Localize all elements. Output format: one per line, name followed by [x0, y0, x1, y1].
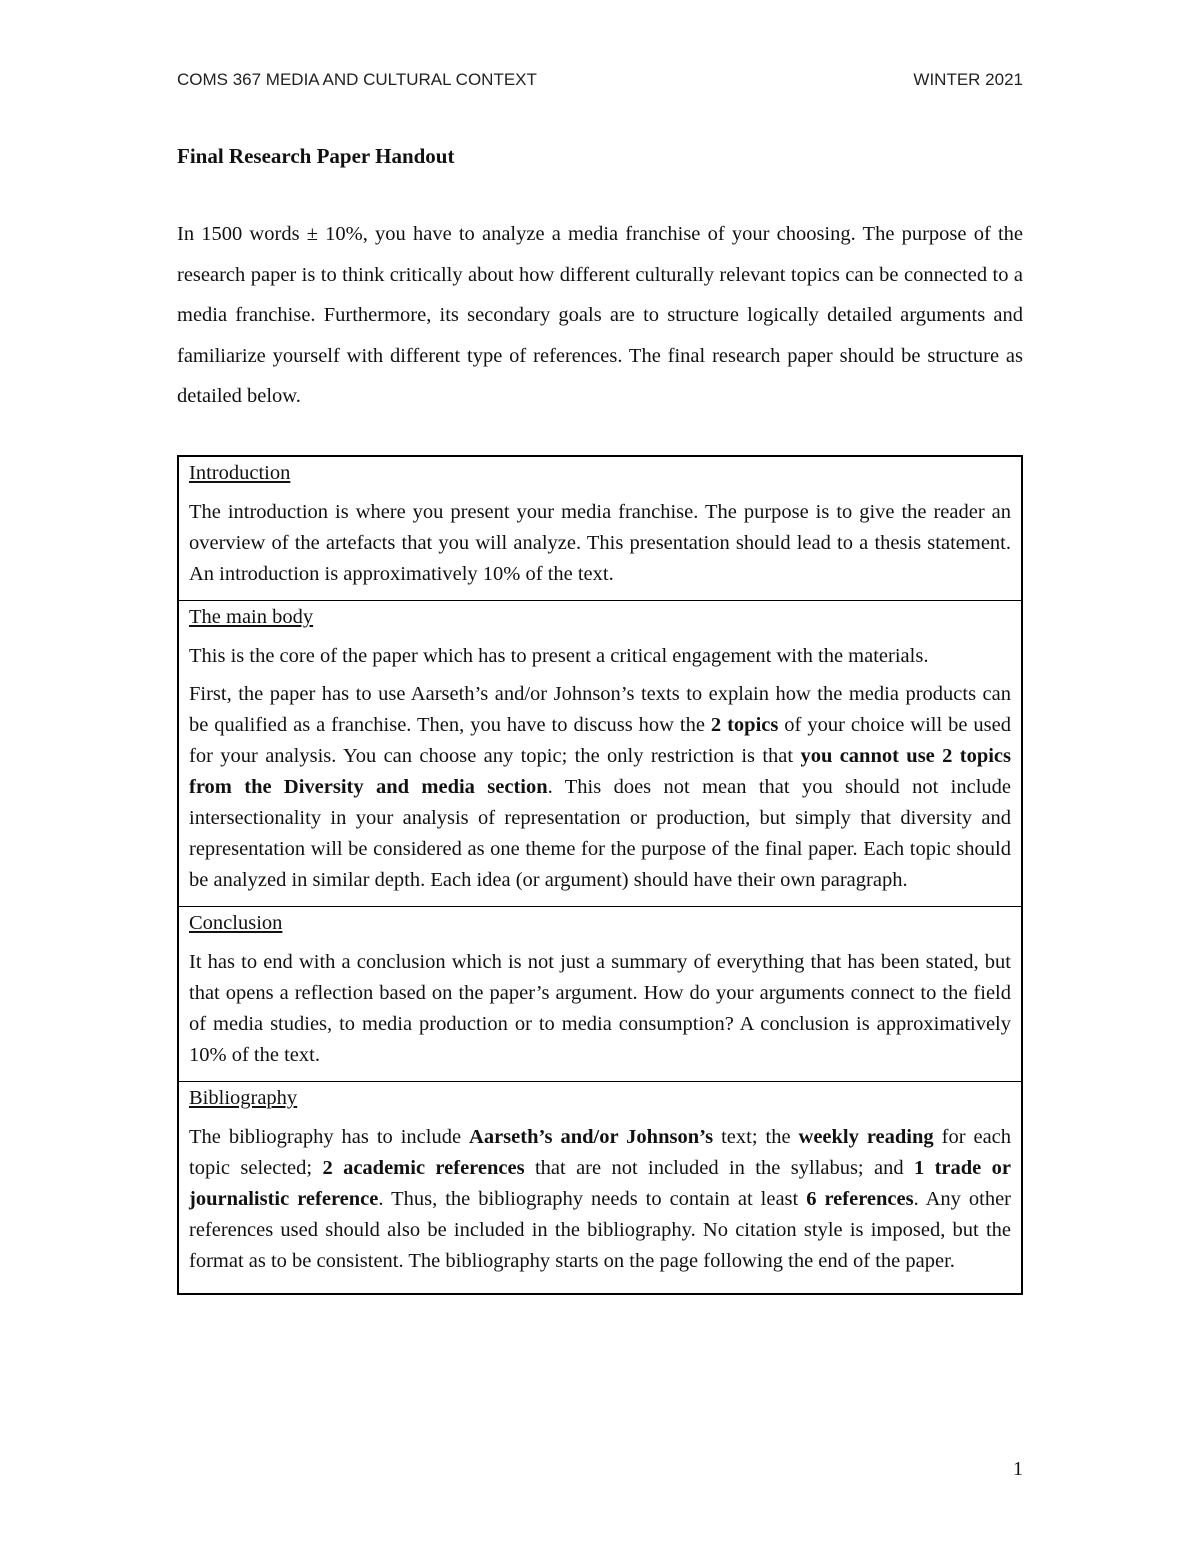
term-label: WINTER 2021 — [913, 70, 1023, 89]
text-run: . Any other references used should also be included in the bibliography. No citation style is imposed, but the format as to be consistent. The bibliography starts on the page following the end of the paper. — [189, 1188, 1011, 1272]
text-run: . Thus, the bibliography needs to contain at least — [378, 1188, 807, 1210]
intro-paragraph: In 1500 words ± 10%, you have to analyze a media franchise of your choosing. The purpose of the research paper is to think critically about how different culturally relevant topics can be connected to a media franchise. Furthermore, its secondary goals are to structure logically detailed arguments and familiarize yourself with different type of references. The final research paper should be structure as detailed below. — [177, 223, 1023, 407]
section-title-introduction: Introduction — [189, 462, 291, 484]
text-run: . This does not mean that you should not include intersectionality in your analysis of representation or production, but simply that diversity and representation will be considered as one theme for the purpose of the final paper. Each topic should be analyzed in similar depth. Each idea (or argument) should have their own paragraph. — [189, 776, 1011, 891]
text-run: First, the paper has to use Aarseth’s and/or Johnson’s texts to explain how the media products can be qualified as a franchise. Then, you have to discuss how the — [189, 683, 1011, 736]
section-body-conclusion: It has to end with a conclusion which is not just a summary of everything that has been stated, but that opens a reflection based on the paper’s argument. How do your arguments connect to the field of media studies, to media production or to media consumption? A conclusion is approximatively 10% of the text. — [189, 951, 1011, 1066]
main-body-paragraph-1: This is the core of the paper which has to present a critical engagement with the materials. — [189, 645, 929, 667]
section-title-bibliography: Bibliography — [189, 1087, 298, 1109]
emphasis-academic-references: 2 academic references — [322, 1157, 525, 1179]
section-main-body — [179, 601, 1021, 907]
section-body-introduction: The introduction is where you present your media franchise. The purpose is to give the reader an overview of the artefacts that you will analyze. This presentation should lead to a thesis statement. An introduction is approximatively 10% of the text. — [189, 501, 1011, 585]
section-title-conclusion: Conclusion — [189, 912, 283, 934]
emphasis-authors: Aarseth’s and/or Johnson’s — [469, 1126, 714, 1148]
section-conclusion — [179, 907, 1021, 1082]
structure-table — [177, 455, 1023, 1295]
page-header — [177, 70, 1023, 94]
text-run: text; the — [713, 1126, 799, 1148]
emphasis-six-references: 6 references — [806, 1188, 914, 1210]
text-run: that are not included in the syllabus; and — [524, 1157, 914, 1179]
page-number: 1 — [1013, 1458, 1023, 1480]
text-run: The bibliography has to include — [189, 1126, 470, 1148]
text-run: of your choice will be used for your analysis. You can choose any topic; the only restriction is that — [189, 714, 1012, 767]
emphasis-two-topics: 2 topics — [710, 714, 779, 736]
emphasis-restriction: you cannot use 2 topics from the Diversity and media section — [189, 745, 1011, 798]
text-run: for each topic selected; — [189, 1126, 1012, 1179]
main-body-paragraph-2 — [189, 679, 1011, 896]
section-bibliography — [179, 1082, 1021, 1293]
section-introduction — [179, 457, 1021, 601]
course-title: COMS 367 MEDIA AND CULTURAL CONTEXT — [177, 70, 537, 89]
section-title-main-body: The main body — [189, 606, 314, 628]
document-title: Final Research Paper Handout — [177, 144, 455, 168]
emphasis-trade-reference: 1 trade or journalistic reference — [189, 1157, 1011, 1210]
emphasis-weekly-reading: weekly reading — [798, 1126, 934, 1148]
section-body-bibliography — [189, 1122, 1011, 1277]
